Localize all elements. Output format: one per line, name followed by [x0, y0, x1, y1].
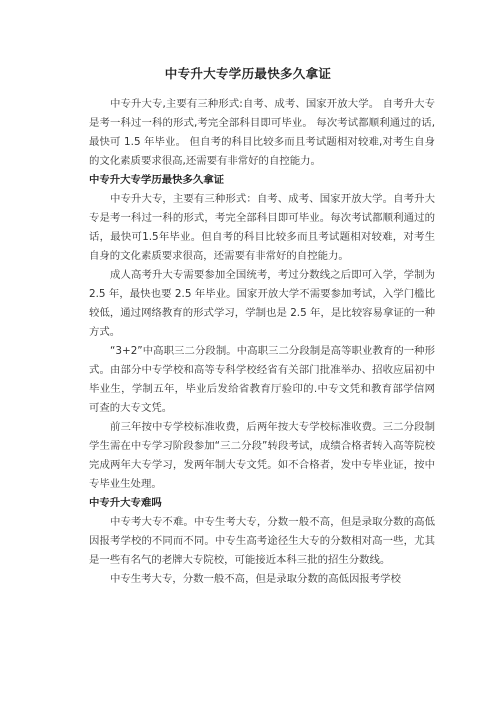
section-heading: 中专升大专学历最快多久拿证 [89, 174, 225, 186]
section-heading: 中专升大专难吗 [89, 497, 162, 509]
paragraph: 前三年按中专学校标准收费，后两年按大专学校标准收费。三二分段制学生需在中专学习阶段参加“三二分段”转段考试，成绩合格者转入高等院校完成两年大专学习，发两年制大专文凭。如不合格者，发中专毕业证，按中专毕业生处理。 [89, 421, 435, 490]
paragraph: 中专生考大专，分数一般不高，但是录取分数的高低因报考学校 [110, 573, 401, 585]
paragraph: “3+2”中高职三二分段制。中高职三二分段制是高等职业教育的一种形式。由部分中专学校和高等专科学校经省有关部门批准举办、招收应届初中毕业生，学制五年，毕业后发给省教育厅验印的.中专文凭和教育部学信网可查的大专文凭。 [89, 345, 435, 414]
paragraph: 成人高考升大专需要参加全国统考，考过分数线之后即可入学，学制为 2.5 年，最快也要 2.5 年毕业。国家开放大学不需要参加考试，入学门槛比较低，通过网络教育的形式学习，学制也是 2.5 年，是比较容易拿证的一种方式。 [89, 269, 435, 338]
paragraph: 中专考大专不难。中专生考大专，分数一般不高，但是录取分数的高低因报考学校的不同而不同。中专生高考途径生大专的分数相对高一些，尤其是一些有名气的老牌大专院校，可能接近本科三批的招生分数线。 [89, 516, 435, 566]
document-title: 中专升大专学历最快多久拿证 [164, 66, 332, 81]
document-body [89, 95, 435, 589]
paragraph: 中专升大专，主要有三种形式：自考、成考、国家开放大学。自考升大专是考一科过一科的形式，考完全部科目即可毕业。每次考试都顺利通过的话，最快可1.5年毕业。但自考的科目比较多而且考试题相对较难，对考生自身的文化素质要求很高，还需要有非常好的自控能力。 [89, 193, 435, 262]
paragraph: 中专升大专,主要有三种形式:自考、成考、国家开放大学。 自考升大专是考一科过一科的形式,考完全部科目即可毕业。 每次考试都顺利通过的话,最快可 1.5 年毕业。 但自考的科目比较多而且考试题相对较难,对考生自身的文化素质要求很高,还需要有非常好的自控能力。 [89, 98, 435, 167]
